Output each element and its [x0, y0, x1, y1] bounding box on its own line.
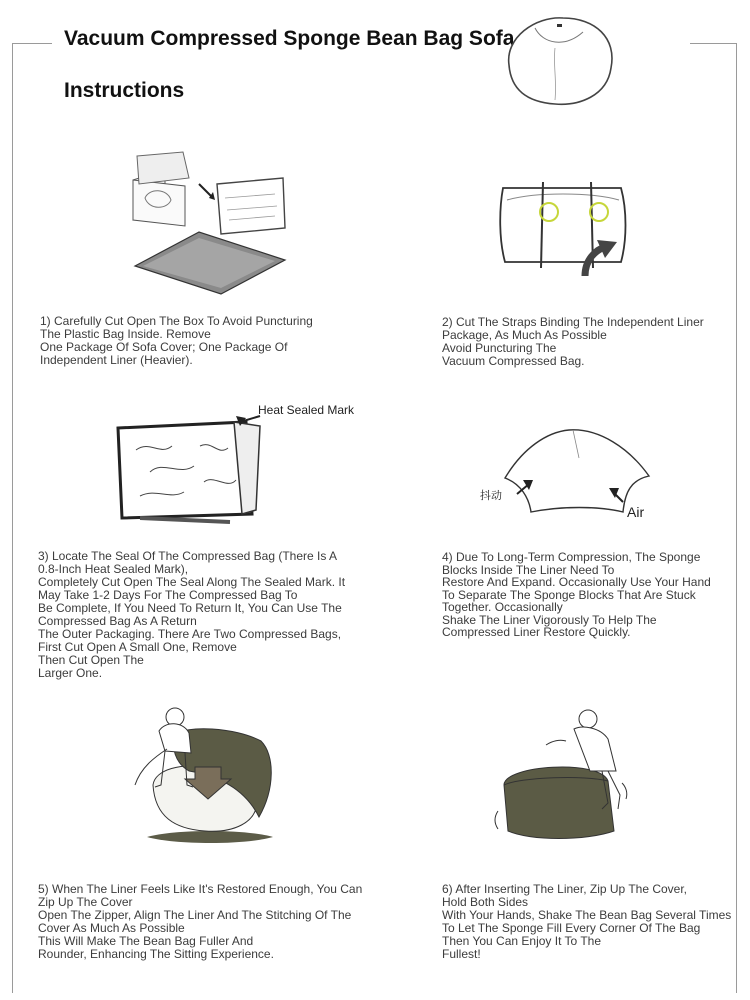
- step-line: The Outer Packaging. There Are Two Compressed Bags,: [38, 627, 342, 641]
- step-line: Together. Occasionally: [442, 600, 563, 614]
- step-line: Then You Can Enjoy It To The: [442, 934, 602, 948]
- step-line: With Your Hands, Shake The Bean Bag Several Times: [442, 908, 732, 922]
- heat-sealed-mark-label: Heat Sealed Mark: [258, 403, 355, 417]
- step-line: To Let The Sponge Fill Every Corner Of The Bag: [442, 921, 701, 935]
- step-line: Then Cut Open The: [38, 653, 144, 667]
- inserting-liner-illustration: [125, 705, 285, 845]
- step-3-text: [38, 550, 345, 680]
- step-line: Open The Zipper, Align The Liner And The Stitching Of The: [38, 908, 352, 922]
- frame-left: [12, 43, 13, 993]
- step-line: This Will Make The Bean Bag Fuller And: [38, 934, 254, 948]
- step-line: Independent Liner (Heavier).: [40, 353, 193, 367]
- frame-right: [736, 43, 737, 993]
- step-line: 0.8-Inch Heat Sealed Mark),: [38, 562, 189, 576]
- step-6-text: [442, 883, 731, 961]
- step-line: Compressed Bag As A Return: [38, 614, 197, 628]
- step-line: First Cut Open A Small One, Remove: [38, 640, 237, 654]
- frame-top-right: [690, 43, 737, 44]
- step-line: Larger One.: [38, 666, 103, 680]
- step-line: 5) When The Liner Feels Like It's Restored Enough, You Can: [38, 882, 363, 896]
- step-line: Completely Cut Open The Seal Along The Sealed Mark. It: [38, 575, 346, 589]
- step-4-text: [442, 551, 711, 639]
- step-line: One Package Of Sofa Cover; One Package Of: [40, 340, 288, 354]
- step-line: Cover As Much As Possible: [38, 921, 185, 935]
- page-title: Vacuum Compressed Sponge Bean Bag Sofa: [64, 27, 515, 50]
- box-and-packages-illustration: [125, 148, 295, 298]
- step-line: Zip Up The Cover: [38, 895, 133, 909]
- step-line: 6) After Inserting The Liner, Zip Up The Cover,: [442, 882, 688, 896]
- step-line: Shake The Liner Vigorously To Help The: [442, 612, 657, 627]
- step-line: Vacuum Compressed Bag.: [442, 354, 585, 368]
- step-line: Rounder, Enhancing The Sitting Experience.: [38, 947, 274, 961]
- step-line: 3) Locate The Seal Of The Compressed Bag (There Is A: [38, 549, 338, 563]
- step-line: Restore And Expand. Occasionally Use Your Hand: [442, 575, 711, 589]
- step-line: 2) Cut The Straps Binding The Independent Liner: [442, 315, 704, 329]
- shaking-bean-bag-illustration: [490, 705, 640, 845]
- step-line: Be Complete, If You Need To Return It, You Can Use The: [38, 601, 342, 615]
- step-2-text: [442, 316, 704, 368]
- step-1-text: [40, 315, 313, 367]
- step-line: Avoid Puncturing The: [442, 341, 557, 355]
- step-line: Compressed Liner Restore Quickly.: [442, 625, 631, 639]
- step-line: To Separate The Sponge Blocks That Are Stuck: [442, 587, 696, 602]
- strapped-liner-illustration: [495, 170, 635, 280]
- step-line: May Take 1-2 Days For The Compressed Bag To: [38, 588, 298, 602]
- compressed-bag-illustration: [110, 400, 280, 530]
- step-5-text: [38, 883, 362, 961]
- step-line: Hold Both Sides: [442, 895, 529, 909]
- step-line: 1) Carefully Cut Open The Box To Avoid Puncturing: [40, 314, 313, 328]
- step-line: 4) Due To Long-Term Compression, The Sponge: [442, 550, 701, 564]
- step-line: Package, As Much As Possible: [442, 328, 607, 342]
- page-subtitle: Instructions: [64, 79, 185, 102]
- air-label: Air: [627, 504, 645, 520]
- step-line: Blocks Inside The Liner Need To: [442, 562, 615, 577]
- shake-label: 抖动: [480, 490, 502, 502]
- step-line: Fullest!: [442, 947, 481, 961]
- step-line: The Plastic Bag Inside. Remove: [40, 327, 211, 341]
- frame-top-left: [12, 43, 52, 44]
- beanbag-header-illustration: [495, 10, 625, 110]
